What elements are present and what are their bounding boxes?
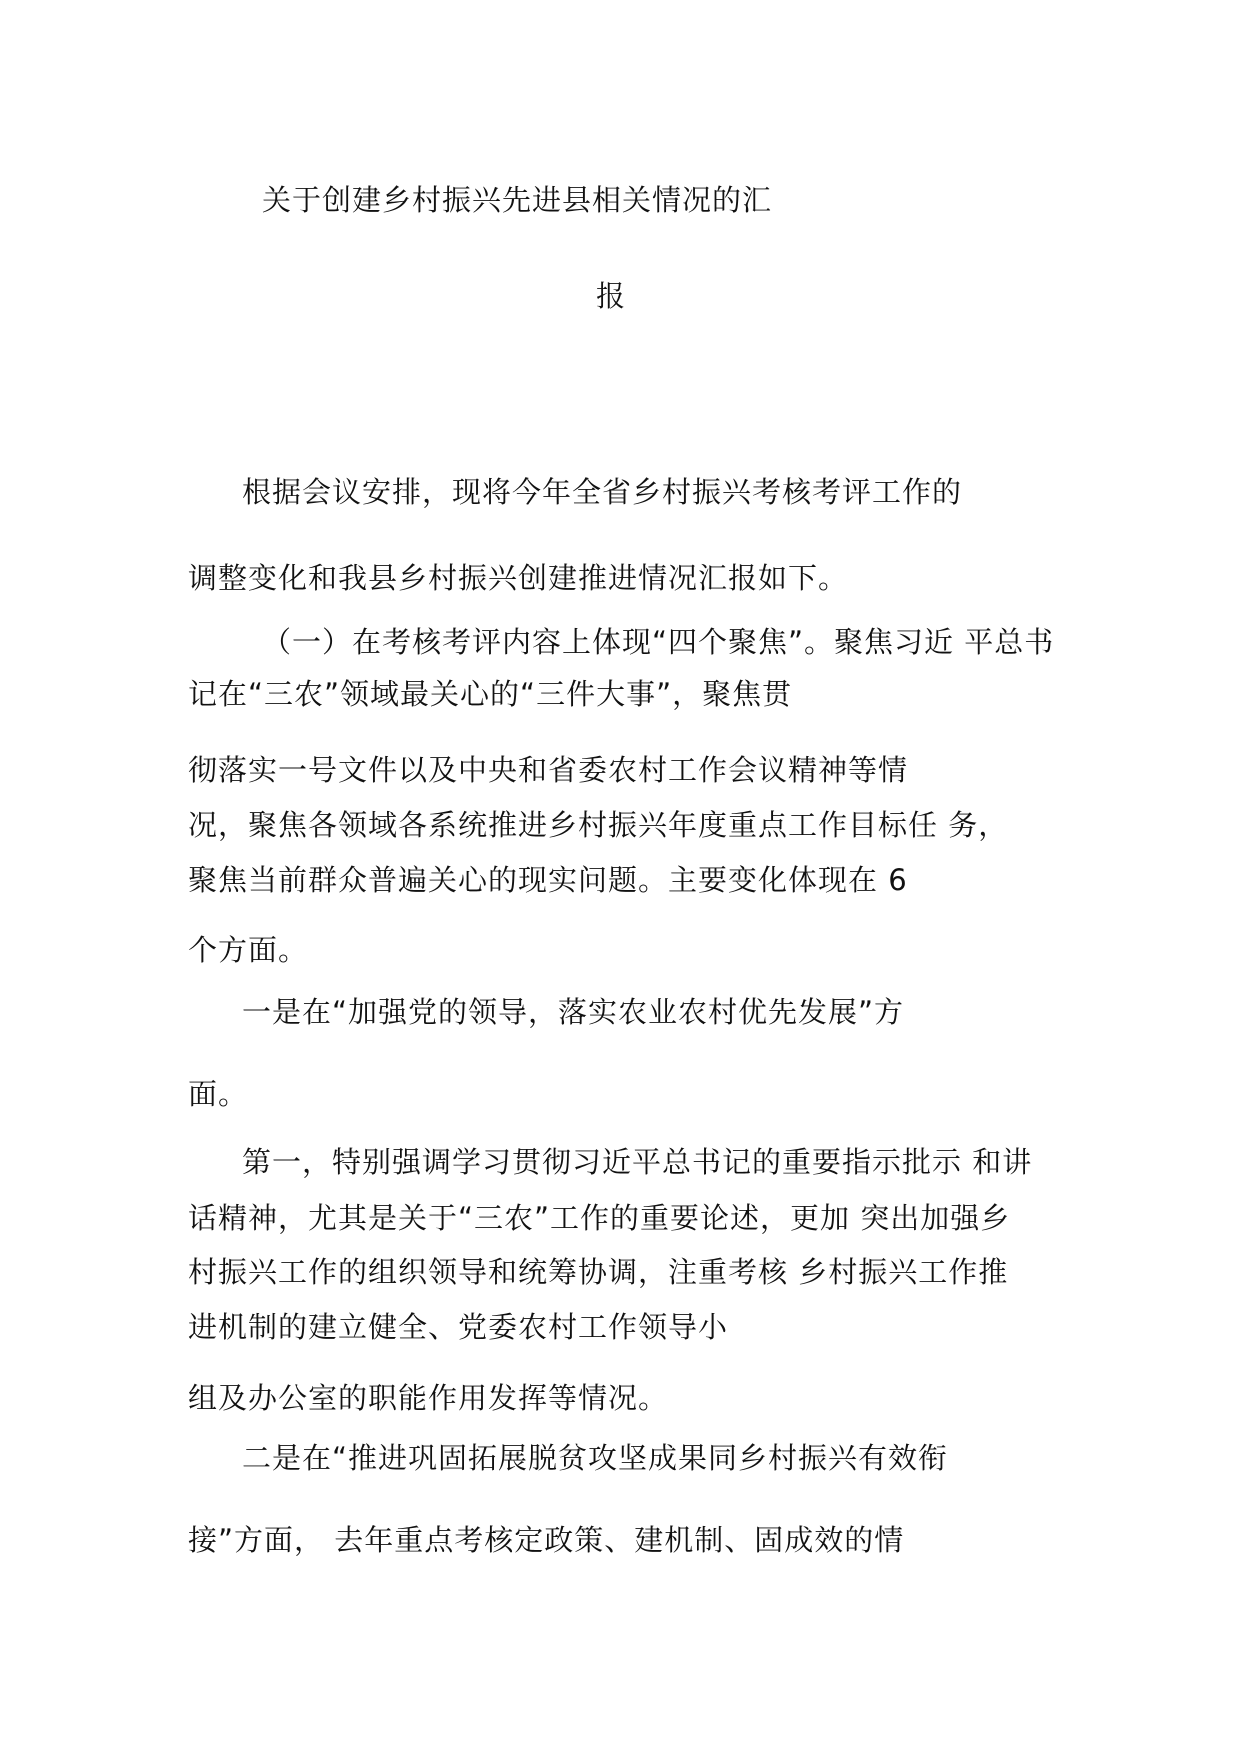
body-line-12: 话精神，尤其是关于“三农”工作的重要论述，更加 突出加强乡: [188, 1201, 1011, 1235]
body-line-5: 彻落实一号文件以及中央和省委农村工作会议精神等情: [188, 753, 909, 787]
body-line-1: 根据会议安排，现将今年全省乡村振兴考核考评工作的: [242, 475, 963, 509]
body-line-6: 况，聚焦各领域各系统推进乡村振兴年度重点工作目标任 务，: [188, 808, 1009, 842]
body-line-10: 面。: [188, 1077, 249, 1111]
body-line-11: 第一，特别强调学习贯彻习近平总书记的重要指示批示 和讲: [242, 1145, 1033, 1179]
body-line-15: 组及办公室的职能作用发挥等情况。: [188, 1381, 669, 1415]
body-line-9: 一是在“加强党的领导，落实农业农村优先发展”方: [242, 995, 905, 1029]
body-line-7: 聚焦当前群众普遍关心的现实问题。主要变化体现在 6: [188, 863, 908, 897]
body-line-2: 调整变化和我县乡村振兴创建推进情况汇报如下。: [188, 561, 849, 595]
body-line-4: 记在“三农”领域最关心的“三件大事”，聚焦贯: [188, 677, 793, 711]
body-line-16: 二是在“推进巩固拓展脱贫攻坚成果同乡村振兴有效衔: [242, 1441, 949, 1475]
body-line-17: 接”方面， 去年重点考核定政策、建机制、固成效的情: [188, 1523, 905, 1557]
document-title-line-2: 报: [596, 279, 627, 313]
body-line-13: 村振兴工作的组织领导和统筹协调，注重考核 乡村振兴工作推: [188, 1255, 1009, 1289]
body-line-14: 进机制的建立健全、党委农村工作领导小: [188, 1310, 729, 1344]
body-line-3: （一）在考核考评内容上体现“四个聚焦”。聚焦习近 平总书: [262, 625, 1055, 659]
body-line-8: 个方面。: [188, 933, 309, 967]
document-title-line-1: 关于创建乡村振兴先进县相关情况的汇: [262, 183, 773, 217]
